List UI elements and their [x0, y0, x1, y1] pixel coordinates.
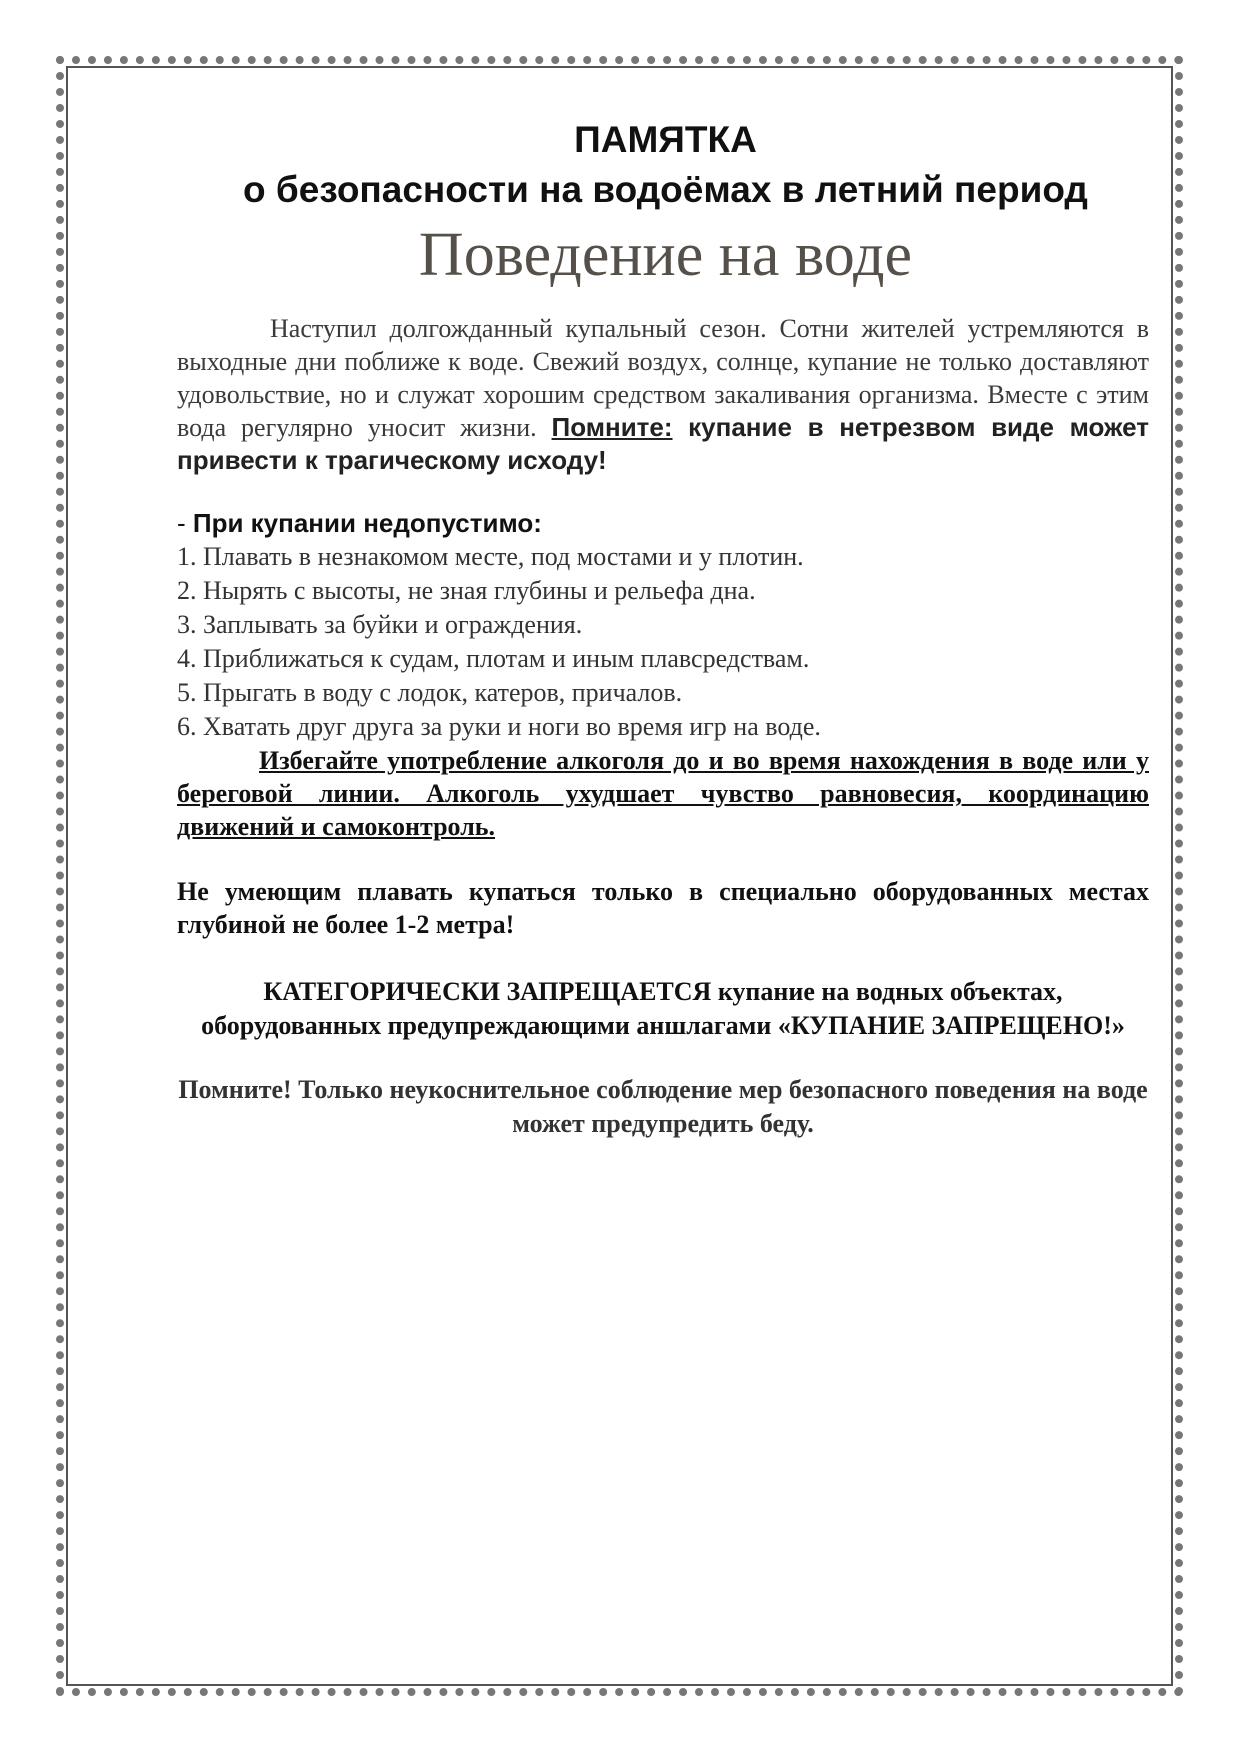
prohibited-list — [177, 540, 1149, 744]
forbidden-text: купание на водных объектах, оборудованных предупреждающими аншлагами «КУПАНИЕ ЗАПРЕЩЕНО!» — [201, 977, 1125, 1040]
intro-remember-label: Помните: — [551, 412, 673, 442]
page-title: Поведение на воде — [418, 221, 913, 289]
list-item: 6. Хватать друг друга за руки и ноги во время игр на воде. — [177, 712, 821, 741]
prohibited-heading — [177, 507, 1149, 540]
intro-remember-text: купание в нетрезвом виде может привести к трагическому исходу! — [177, 412, 1150, 475]
closing-reminder: Помните! Только неукоснительное соблюдение мер безопасного поведения на воде может предупредить беду. — [178, 1075, 1148, 1138]
forbidden-caps: КАТЕГОРИЧЕСКИ ЗАПРЕЩАЕТСЯ — [263, 977, 712, 1006]
forbidden-notice — [177, 975, 1149, 1043]
list-item: 3. Заплывать за буйки и ограждения. — [177, 610, 583, 639]
list-item: 4. Приближаться к судам, плотам и иным плавсредствам. — [177, 644, 810, 673]
memo-heading: ПАМЯТКА — [574, 119, 757, 160]
document-body — [177, 312, 1149, 1141]
list-item: 1. Плавать в незнакомом месте, под мостами и у плотин. — [177, 542, 804, 571]
intro-text: Наступил долгожданный купальный сезон. Сотни жителей устремляются в выходные дни поближе к воде. Свежий воздух, солнце, купание не только доставляют удовольствие, но и служат хорошим средством закаливания организма. Вместе с этим вода регулярно уносит жизни. — [177, 314, 1149, 442]
nonswimmers-note: Не умеющим плавать купаться только в специально оборудованных местах глубиной не более 1-2 метра! — [177, 877, 1149, 939]
alcohol-warning: Избегайте употребление алкоголя до и во время нахождения в воде или у береговой линии. Алкоголь ухудшает чувство равновесия, координацию движений и самоконтроль. — [177, 746, 1149, 841]
memo-subheading: о безопасности на водоёмах в летний период — [243, 169, 1088, 210]
prohibited-title: При купании недопустимо: — [192, 508, 542, 538]
list-item: 5. Прыгать в воду с лодок, катеров, причалов. — [177, 678, 683, 707]
prohibited-dash: - — [177, 508, 193, 538]
list-item: 2. Нырять с высоты, не зная глубины и рельефа дна. — [177, 576, 756, 605]
intro-paragraph — [177, 312, 1149, 477]
